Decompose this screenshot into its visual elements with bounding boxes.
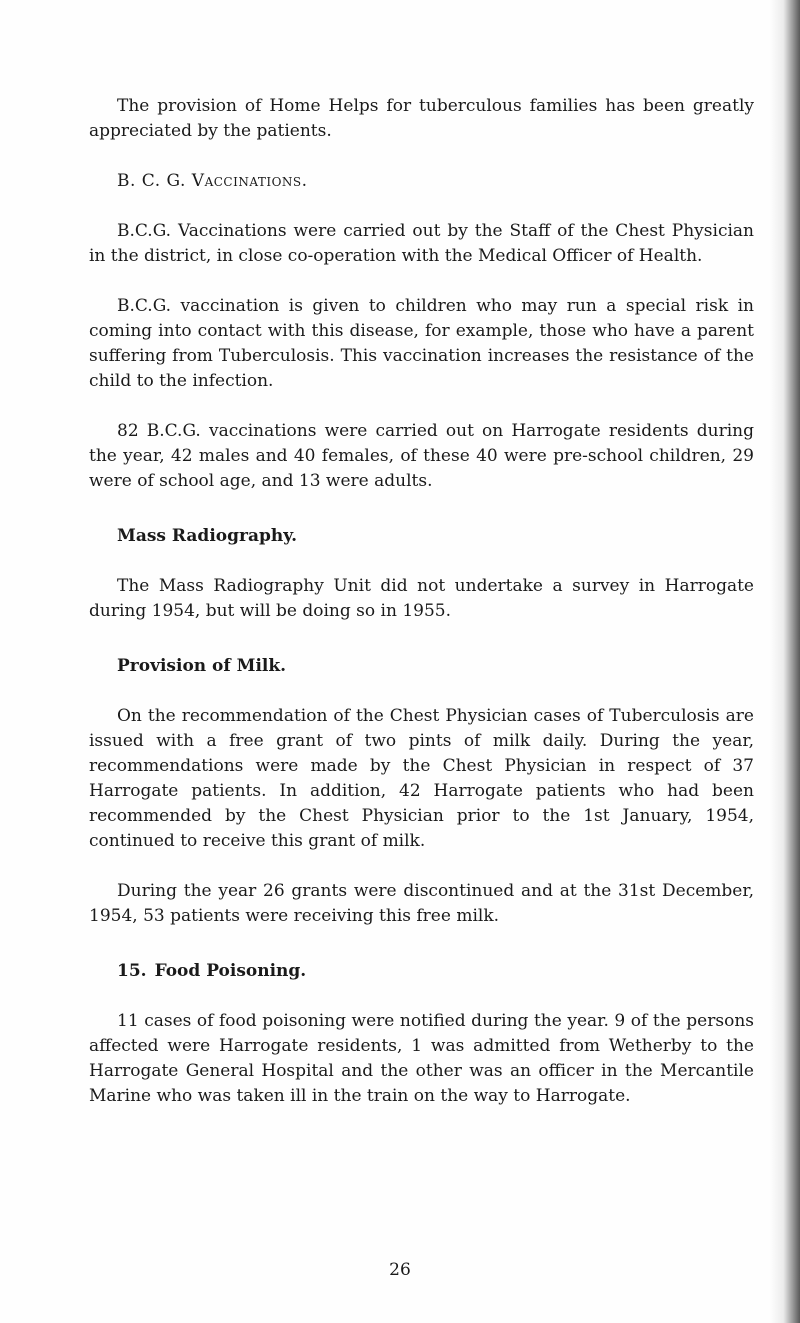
milk-paragraph-2: During the year 26 grants were discontinued and at the 31st December, 1954, 53 patients were receiving this free milk. <box>89 881 754 926</box>
section-number: 15. <box>117 961 147 981</box>
bcg-heading: B. C. G. Vaccinations. <box>117 171 308 191</box>
bcg-paragraph-2: B.C.G. vaccination is given to children who may run a special risk in coming into contact with this disease, for example, those who have a parent suffering from Tuberculosis. This vaccination increases the resistance of the child to the infection. <box>89 296 754 391</box>
section-title: Food Poisoning. <box>154 961 307 981</box>
intro-paragraph: The provision of Home Helps for tuberculous families has been greatly appreciated by the patients. <box>89 96 754 141</box>
radiography-paragraph: The Mass Radiography Unit did not undertake a survey in Harrogate during 1954, but will be doing so in 1955. <box>89 576 754 621</box>
milk-paragraph-1: On the recommendation of the Chest Physician cases of Tuberculosis are issued with a free grant of two pints of milk daily. During the year, recommendations were made by the Chest Physician in respect of 37 Harrogate patients. In addition, 42 Harrogate patients who had been recommended by the Chest Physician prior to the 1st January, 1954, continued to receive this grant of milk. <box>89 706 754 851</box>
bcg-paragraph-1: B.C.G. Vaccinations were carried out by the Staff of the Chest Physician in the district, in close co-operation with the Medical Officer of Health. <box>89 221 754 266</box>
food-poisoning-paragraph: 11 cases of food poisoning were notified during the year. 9 of the persons affected were Harrogate residents, 1 was admitted from Wetherby to the Harrogate General Hospital and the other was an officer in the Mercantile Marine who was taken ill in the train on the way to Harrogate. <box>89 1011 754 1106</box>
bcg-paragraph-3: 82 B.C.G. vaccinations were carried out on Harrogate residents during the year, 42 males and 40 females, of these 40 were pre-school children, 29 were of school age, and 13 were adults. <box>89 421 754 491</box>
provision-of-milk-heading: Provision of Milk. <box>117 656 287 676</box>
food-poisoning-heading <box>89 959 754 984</box>
mass-radiography-heading: Mass Radiography. <box>117 526 298 546</box>
page-edge-shadow <box>770 0 800 1323</box>
page-number: 26 <box>389 1260 411 1280</box>
page-content <box>89 94 754 1109</box>
